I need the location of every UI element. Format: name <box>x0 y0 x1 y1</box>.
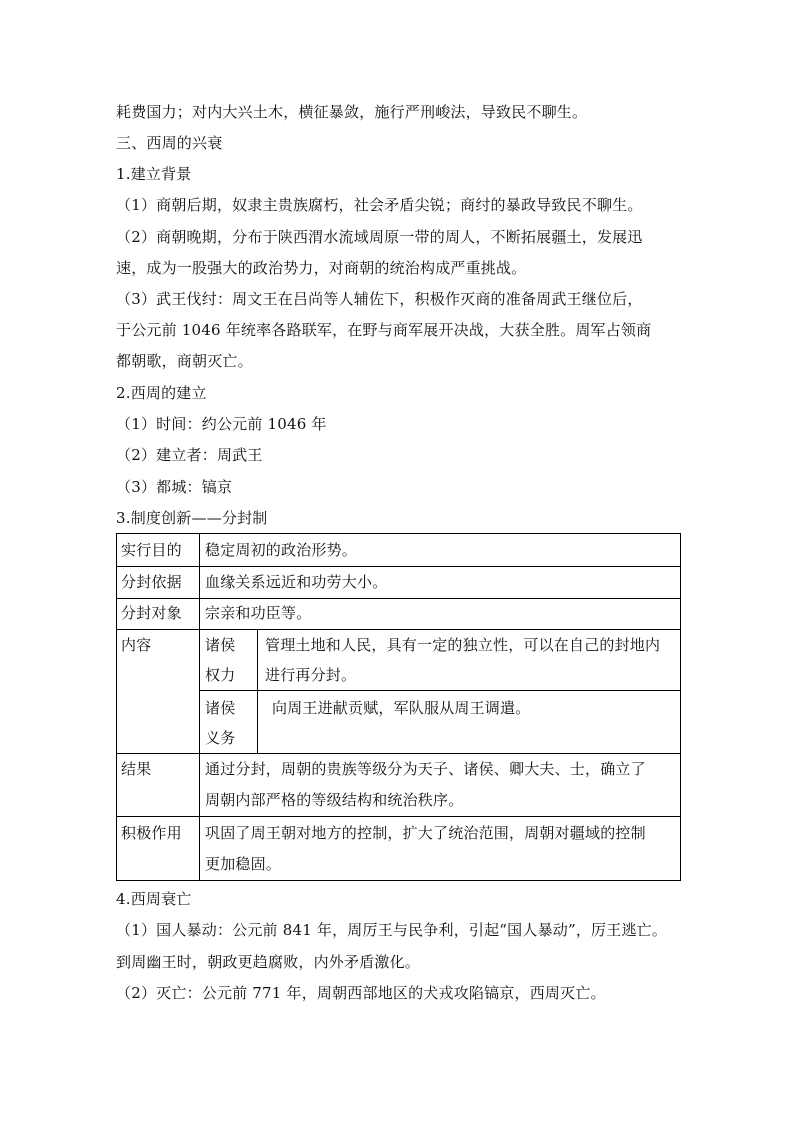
subheading-establishment: 2.西周的建立 <box>116 384 207 402</box>
table-row-label: 积极作用 <box>121 824 182 842</box>
paragraph: （1）时间：约公元前 1046 年 <box>116 415 327 433</box>
paragraph: （2）建立者：周武王 <box>116 446 263 464</box>
section-heading: 三、西周的兴衰 <box>116 134 223 152</box>
paragraph: 到周幽王时，朝政更趋腐败，内外矛盾激化。 <box>116 953 421 971</box>
table-row-value: 通过分封，周朝的贵族等级分为天子、诸侯、卿大夫、士，确立了 <box>205 760 646 778</box>
table-row-label: 实行目的 <box>121 541 182 559</box>
table-rule <box>117 816 680 817</box>
paragraph: （2）灭亡：公元前 771 年，周朝西部地区的犬戎攻陷镐京，西周灭亡。 <box>116 984 606 1002</box>
table-rule <box>117 753 680 754</box>
table-rule <box>117 598 680 599</box>
paragraph: 于公元前 1046 年统率各路联军，在野与商军展开决战，大获全胜。周军占领商 <box>116 321 652 339</box>
subheading-background: 1.建立背景 <box>116 165 192 183</box>
table-row-label: 结果 <box>121 760 152 778</box>
table-rule <box>117 566 680 567</box>
table-rule <box>257 629 258 753</box>
paragraph: （3）都城：镐京 <box>116 478 233 496</box>
table-sub-label: 权力 <box>205 666 236 684</box>
table-row-value: 进行再分封。 <box>265 666 357 684</box>
table-rule <box>199 690 680 691</box>
paragraph: （3）武王伐纣：周文王在吕尚等人辅佐下，积极作灭商的准备周武王继位后， <box>116 290 643 308</box>
table-row-value: 管理土地和人民，具有一定的独立性，可以在自己的封地内 <box>265 636 661 654</box>
table-row-value: 宗亲和功臣等。 <box>205 604 312 622</box>
table-sub-label: 义务 <box>205 729 236 747</box>
table-row-value: 周朝内部严格的等级结构和统治秩序。 <box>205 791 464 809</box>
paragraph-continuation: 耗费国力；对内大兴土木，横征暴敛，施行严刑峻法，导致民不聊生。 <box>116 103 588 121</box>
table-row-value: 稳定周初的政治形势。 <box>205 541 358 559</box>
table-row-label: 分封对象 <box>121 604 182 622</box>
paragraph: （1）国人暴动：公元前 841 年，周厉王与民争利，引起“国人暴动”，厉王逃亡。 <box>116 921 668 939</box>
subheading-decline: 4.西周衰亡 <box>116 890 192 908</box>
table-row-value: 血缘关系远近和功劳大小。 <box>205 573 388 591</box>
table-row-value: 巩固了周王朝对地方的控制，扩大了统治范围，周朝对疆域的控制 <box>205 824 646 842</box>
paragraph: （1）商朝后期，奴隶主贵族腐朽，社会矛盾尖锐；商纣的暴政导致民不聊生。 <box>116 196 643 214</box>
table-row-label: 内容 <box>121 636 152 654</box>
table-row-value: 向周王进献贡赋，军队服从周王调遣。 <box>272 699 531 717</box>
paragraph: （2）商朝晚期，分布于陕西渭水流域周原一带的周人，不断拓展疆土，发展迅 <box>116 228 643 246</box>
subheading-system: 3.制度创新——分封制 <box>116 509 268 527</box>
fenfeng-table <box>116 533 681 881</box>
table-rule <box>117 629 680 630</box>
table-sub-label: 诸侯 <box>205 636 236 654</box>
table-rule <box>199 534 200 880</box>
table-row-value: 更加稳固。 <box>205 855 282 873</box>
table-sub-label: 诸侯 <box>205 699 236 717</box>
table-row-label: 分封依据 <box>121 573 182 591</box>
paragraph: 速，成为一股强大的政治势力，对商朝的统治构成严重挑战。 <box>116 259 527 277</box>
paragraph: 都朝歌，商朝灭亡。 <box>116 352 253 370</box>
